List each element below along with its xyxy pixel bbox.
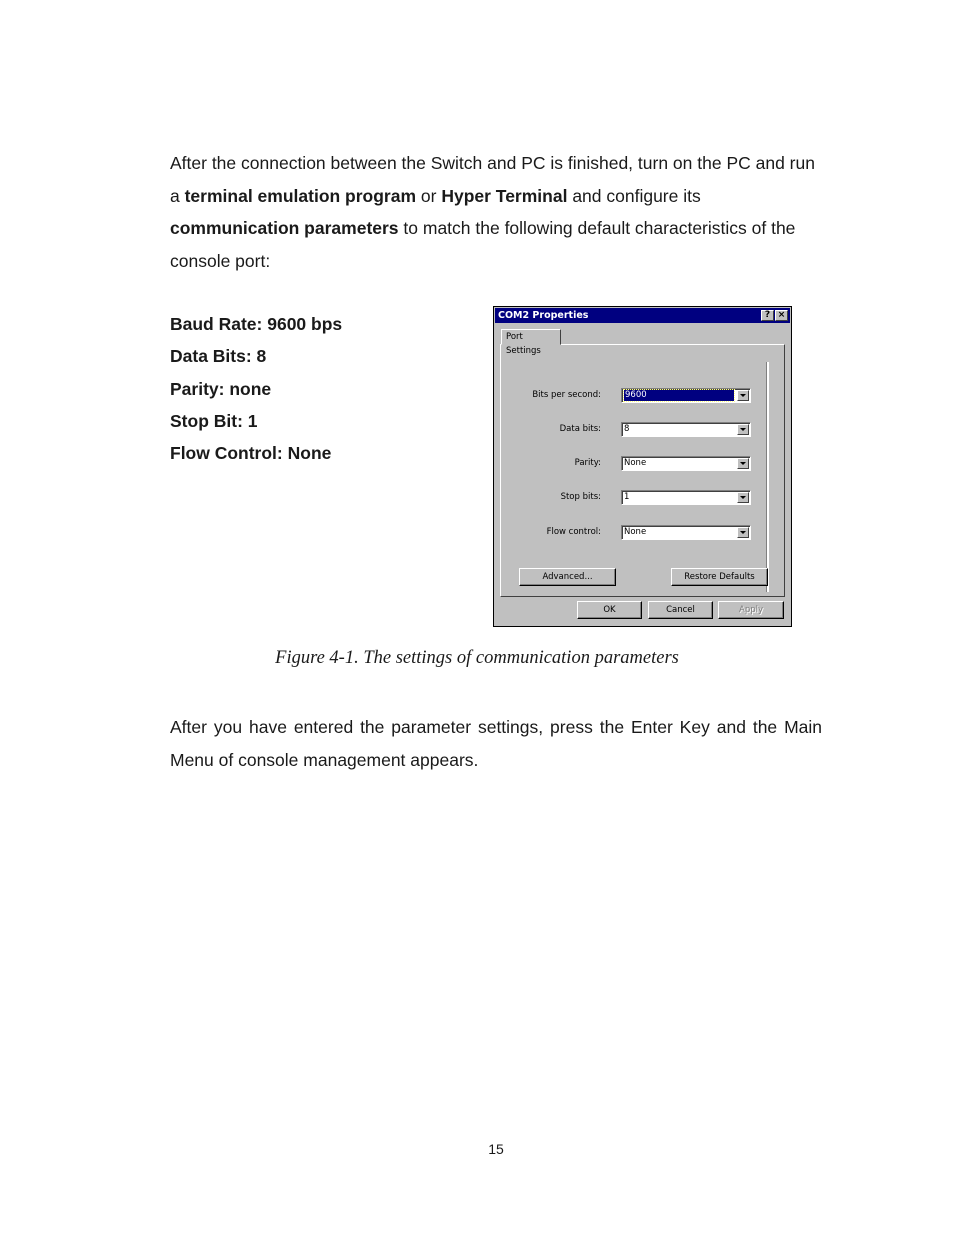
port-settings-panel [500, 344, 785, 597]
stop-bits-label: Stop bits: [560, 492, 601, 502]
com2-properties-dialog [493, 306, 792, 627]
stop-bits-value: 1 [624, 492, 630, 502]
figure-caption: Figure 4-1. The settings of communication parameters [275, 648, 679, 668]
bits-per-second-value: 9600 [624, 390, 734, 401]
restore-defaults-button[interactable]: Restore Defaults [671, 568, 768, 586]
close-icon[interactable]: × [775, 310, 788, 321]
dialog-title: COM2 Properties [498, 310, 589, 321]
flow-control-select[interactable] [621, 525, 751, 540]
ok-button[interactable]: OK [577, 601, 642, 619]
parameter-list [170, 308, 342, 469]
data-bits-select[interactable] [621, 422, 751, 437]
outro-paragraph: After you have entered the parameter settings, press the Enter Key and the Main Menu of console management appears. [170, 717, 822, 770]
data-bits-label: Data bits: [559, 424, 601, 434]
param-data-bits: Data Bits: 8 [170, 346, 267, 367]
bits-per-second-label: Bits per second: [532, 390, 601, 400]
chevron-down-icon[interactable] [737, 527, 749, 538]
parity-value: None [624, 458, 647, 468]
dialog-title-bar [495, 308, 790, 323]
stop-bits-select[interactable] [621, 490, 751, 505]
advanced-button[interactable]: Advanced... [519, 568, 616, 586]
data-bits-value: 8 [624, 424, 630, 434]
flow-control-value: None [624, 527, 647, 537]
page-number: 15 [488, 1141, 504, 1157]
intro-paragraph: After the connection between the Switch and PC is finished, turn on the PC and run a terminal emulation program or Hyper Terminal and configure its communication parameters to match the following default characteristics of the console port: [170, 153, 815, 271]
chevron-down-icon[interactable] [737, 492, 749, 503]
parity-label: Parity: [574, 458, 601, 468]
cancel-button[interactable]: Cancel [648, 601, 713, 619]
help-icon[interactable]: ? [761, 310, 774, 321]
tab-port-settings[interactable]: Port Settings [501, 329, 561, 345]
param-baud-rate: Baud Rate: 9600 bps [170, 314, 343, 334]
chevron-down-icon[interactable] [737, 390, 749, 401]
param-stop-bit: Stop Bit: 1 [170, 410, 258, 431]
chevron-down-icon[interactable] [737, 458, 749, 469]
parity-select[interactable] [621, 456, 751, 471]
param-parity: Parity: none [170, 378, 272, 399]
param-flow-control: Flow Control: None [170, 443, 332, 464]
flow-control-label: Flow control: [546, 527, 601, 537]
bits-per-second-select[interactable] [621, 388, 751, 403]
apply-button[interactable]: Apply [718, 601, 784, 619]
chevron-down-icon[interactable] [737, 424, 749, 435]
